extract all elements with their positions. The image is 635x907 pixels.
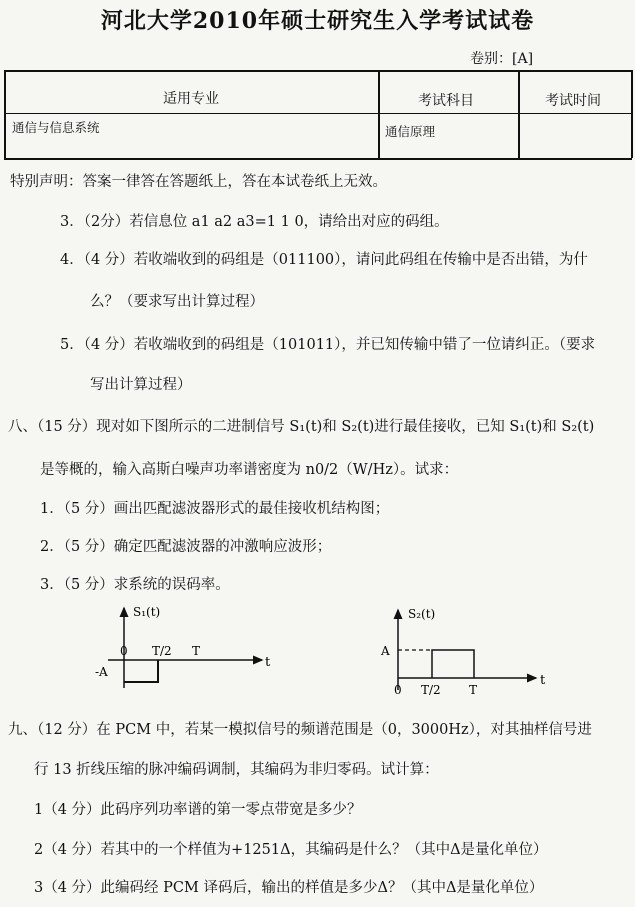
q8-stem-line1: 八、（15 分）现对如下图所示的二进制信号 S₁(t)和 S₂(t)进行最佳接收，已知 S₁(t)和 S₂(t) xyxy=(8,419,595,435)
s1-zero: 0 xyxy=(120,644,128,658)
q9-item-1: 1（4 分）此码序列功率谱的第一零点带宽是多少？ xyxy=(34,802,362,818)
q8-item-3: 3．（5 分）求系统的误码率。 xyxy=(40,577,230,593)
header-time: 考试时间 xyxy=(545,93,601,109)
exam-title: 河北大学2010年硕士研究生入学考试试卷 xyxy=(100,8,535,34)
header-subject: 考试科目 xyxy=(418,93,474,109)
s1-amp: -A xyxy=(95,665,108,679)
s1-label: S₁(t) xyxy=(133,605,161,619)
q7-item-4-cont: 么？（要求写出计算过程） xyxy=(90,294,264,310)
major-value: 通信与信息系统 xyxy=(12,120,100,135)
q7-item-3: 3．（2分）若信息位 a1 a2 a3=1 1 0，请给出对应的码组。 xyxy=(60,214,449,230)
q8-stem-line2: 是等概的，输入高斯白噪声功率谱密度为 n0/2（W/Hz）。试求： xyxy=(40,462,459,478)
q9-item-2: 2（4 分）若其中的一个样值为+1251Δ，其编码是什么？（其中Δ是量化单位） xyxy=(34,842,548,858)
s2-pulse xyxy=(432,650,474,678)
s2-label: S₂(t) xyxy=(408,607,436,621)
notice: 特别声明：答案一律答在答题纸上，答在本试卷纸上无效。 xyxy=(10,174,387,190)
q7-item-5: 5．（4 分）若收端收到的码组是（101011），并已知传输中错了一位请纠正。（要求 xyxy=(60,337,596,353)
volume-label: 卷别：[A] xyxy=(470,51,534,67)
q9-stem-line1: 九、（12 分）在 PCM 中，若某一模拟信号的频谱范围是（0，3000Hz），对其抽样信号进 xyxy=(8,722,592,738)
s1-T: T xyxy=(192,644,201,658)
s2-t: t xyxy=(540,673,546,688)
s2-T: T xyxy=(469,683,478,697)
q9-item-3: 3（4 分）此编码经 PCM 译码后，输出的样值是多少Δ？（其中Δ是量化单位） xyxy=(34,880,544,896)
s1-t: t xyxy=(265,655,271,670)
s1-half: T/2 xyxy=(152,644,172,658)
s2-zero: 0 xyxy=(394,683,402,697)
s2-half: T/2 xyxy=(421,683,441,697)
q9-stem-line2: 行 13 折线压缩的脉冲编码调制，其编码为非归零码。试计算： xyxy=(34,762,439,778)
q7-item-5-cont: 写出计算过程） xyxy=(90,377,192,393)
s2-amp: A xyxy=(381,644,390,658)
header-major: 适用专业 xyxy=(163,91,219,107)
subject-value: 通信原理 xyxy=(385,124,436,139)
q7-item-4: 4．（4 分）若收端收到的码组是（011100），请问此码组在传输中是否出错，为什 xyxy=(60,252,588,268)
q8-item-2: 2．（5 分）确定匹配滤波器的冲激响应波形； xyxy=(40,539,332,555)
q8-item-1: 1．（5 分）画出匹配滤波器形式的最佳接收机结构图； xyxy=(40,501,390,517)
